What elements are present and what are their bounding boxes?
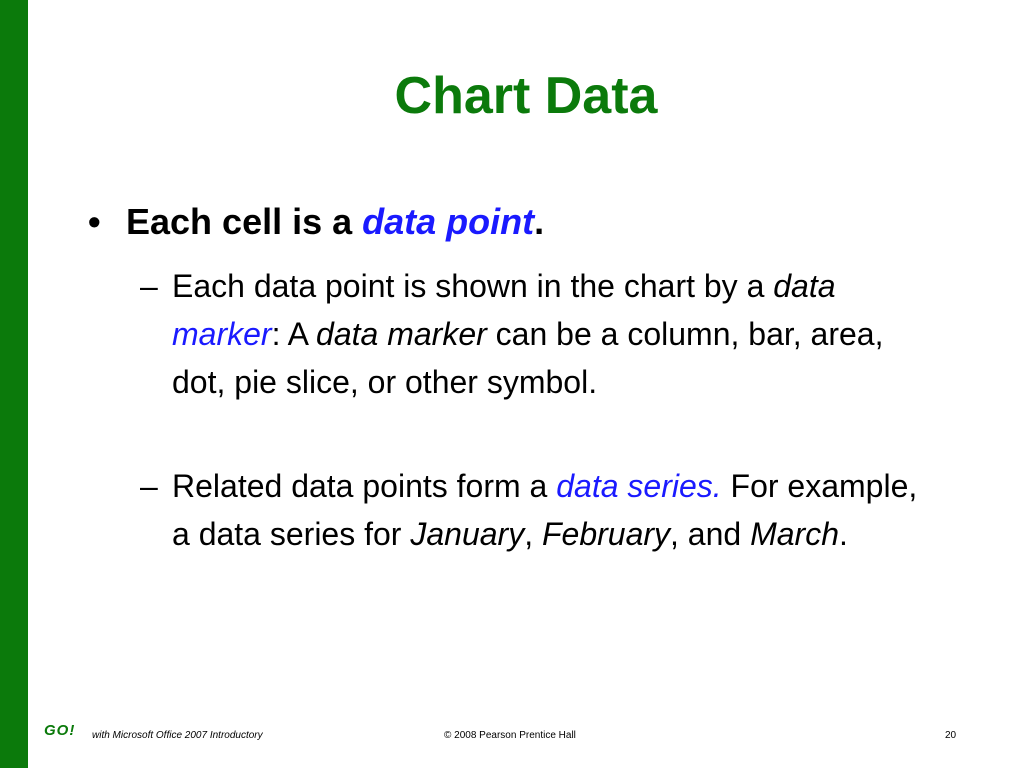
sub-bullet-data-series — [140, 462, 920, 558]
footer — [0, 722, 1024, 752]
main-bullet-period: . — [534, 201, 545, 242]
keyword-period: . — [712, 468, 722, 504]
sub-text: can be a column, bar, area, dot, pie slice, or other symbol. — [172, 316, 884, 400]
keyword-marker: marker — [172, 316, 272, 352]
sub-text: . — [838, 516, 848, 552]
italic-text: data — [773, 268, 836, 304]
side-accent-bar — [0, 0, 28, 768]
sub-text: Related data points form a — [172, 468, 557, 504]
sub-bullet-data-marker — [140, 262, 920, 406]
footer-copyright: © 2008 Pearson Prentice Hall — [444, 730, 576, 741]
sub-text: For example, a data series for — [172, 468, 918, 552]
main-bullet — [88, 196, 544, 248]
go-logo: GO! — [44, 722, 76, 739]
sub-text: Each data point is shown in the chart by a — [172, 268, 774, 304]
italic-text: January — [410, 516, 525, 552]
italic-text: March — [750, 516, 839, 552]
main-bullet-lead: Each cell is a — [126, 201, 363, 242]
italic-text: data marker — [316, 316, 487, 352]
main-bullet-text — [126, 196, 544, 248]
sub-bullet-dash: – — [140, 268, 158, 304]
sub-bullet-body — [172, 262, 920, 406]
keyword-data-point: data point — [362, 201, 535, 242]
italic-text: February — [541, 516, 671, 552]
sub-text: : A — [271, 316, 317, 352]
footer-series-text: with Microsoft Office 2007 Introductory — [92, 730, 263, 741]
sub-text: , — [524, 516, 542, 552]
sub-bullet-dash: – — [140, 468, 158, 504]
slide-title: Chart Data — [394, 67, 658, 125]
sub-text: , and — [670, 516, 751, 552]
keyword-data-series: data series — [556, 468, 713, 504]
sub-bullet-body — [172, 462, 920, 558]
page-number: 20 — [945, 730, 957, 741]
bullet-marker: • — [88, 201, 101, 242]
